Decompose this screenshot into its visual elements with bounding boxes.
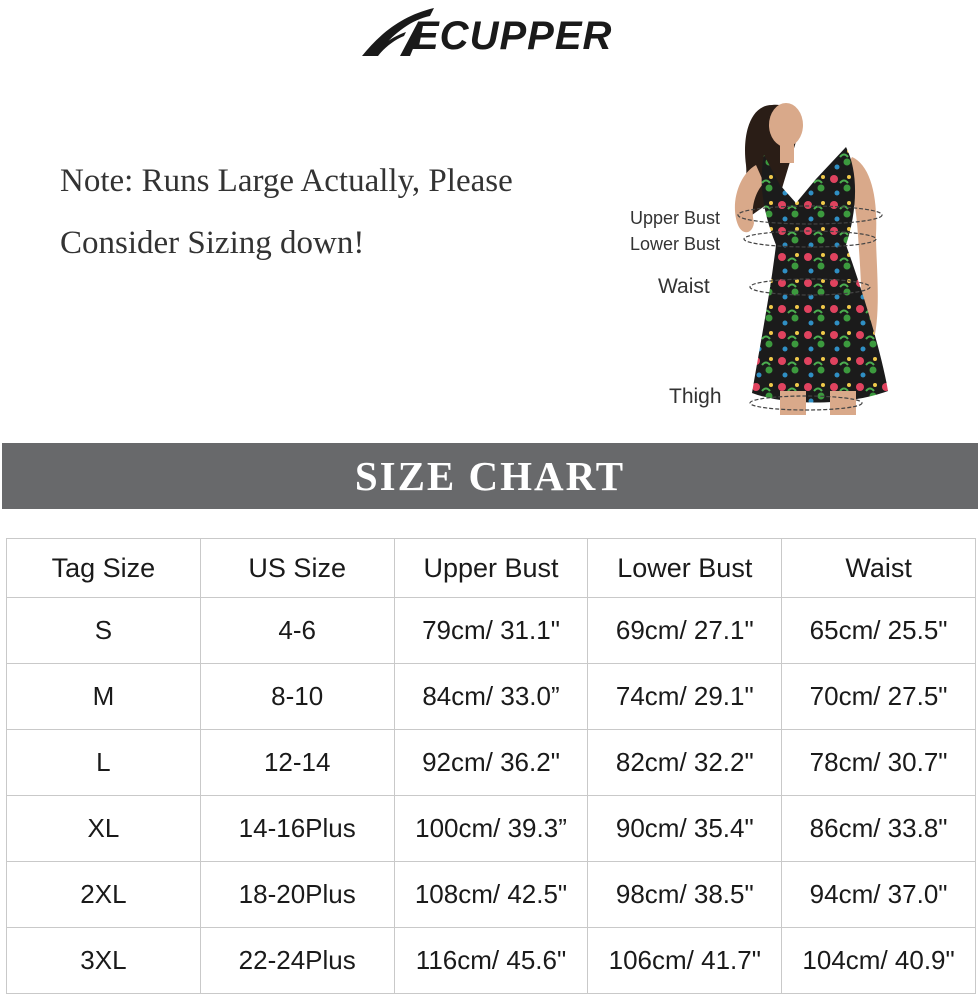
table-row [7,862,976,928]
cell-upper-bust: 92cm/ 36.2" [394,730,588,796]
table-row [7,928,976,994]
size-chart-title: SIZE CHART [354,453,626,499]
cell-tag-size: 2XL [7,862,201,928]
size-chart-banner [2,443,978,509]
label-waist: Waist [658,275,710,298]
table-row [7,730,976,796]
label-thigh: Thigh [669,385,722,408]
table-row [7,796,976,862]
cell-waist: 65cm/ 25.5" [782,598,976,664]
label-upper-bust: Upper Bust [630,208,721,228]
header-us-size: US Size [200,539,394,598]
cell-waist: 78cm/ 30.7" [782,730,976,796]
cell-lower-bust: 90cm/ 35.4" [588,796,782,862]
cell-waist: 94cm/ 37.0" [782,862,976,928]
cell-upper-bust: 79cm/ 31.1" [394,598,588,664]
cell-us-size: 14-16Plus [200,796,394,862]
header-tag-size: Tag Size [7,539,201,598]
brand-logo [360,4,660,60]
sizing-note [60,150,620,274]
cell-tag-size: XL [7,796,201,862]
cell-us-size: 22-24Plus [200,928,394,994]
cell-upper-bust: 108cm/ 42.5" [394,862,588,928]
cell-waist: 70cm/ 27.5" [782,664,976,730]
table-header-row [7,539,976,598]
brand-name: ECUPPER [412,14,613,58]
cell-upper-bust: 84cm/ 33.0” [394,664,588,730]
cell-us-size: 18-20Plus [200,862,394,928]
sizing-note-line2: Consider Sizing down! [60,225,365,261]
table-row [7,598,976,664]
cell-tag-size: S [7,598,201,664]
cell-waist: 86cm/ 33.8" [782,796,976,862]
size-chart-table [6,538,976,994]
cell-lower-bust: 74cm/ 29.1" [588,664,782,730]
cell-upper-bust: 100cm/ 39.3” [394,796,588,862]
header-upper-bust: Upper Bust [394,539,588,598]
table-row [7,664,976,730]
cell-waist: 104cm/ 40.9" [782,928,976,994]
cell-tag-size: L [7,730,201,796]
header-lower-bust: Lower Bust [588,539,782,598]
cell-lower-bust: 82cm/ 32.2" [588,730,782,796]
cell-tag-size: 3XL [7,928,201,994]
label-lower-bust: Lower Bust [630,234,721,254]
cell-tag-size: M [7,664,201,730]
header-waist: Waist [782,539,976,598]
model-illustration [620,95,950,425]
sizing-note-line1: Note: Runs Large Actually, Please [60,163,513,199]
cell-lower-bust: 106cm/ 41.7" [588,928,782,994]
cell-lower-bust: 69cm/ 27.1" [588,598,782,664]
model-figure [620,95,950,425]
cell-upper-bust: 116cm/ 45.6" [394,928,588,994]
cell-lower-bust: 98cm/ 38.5" [588,862,782,928]
cell-us-size: 4-6 [200,598,394,664]
cell-us-size: 8-10 [200,664,394,730]
cell-us-size: 12-14 [200,730,394,796]
